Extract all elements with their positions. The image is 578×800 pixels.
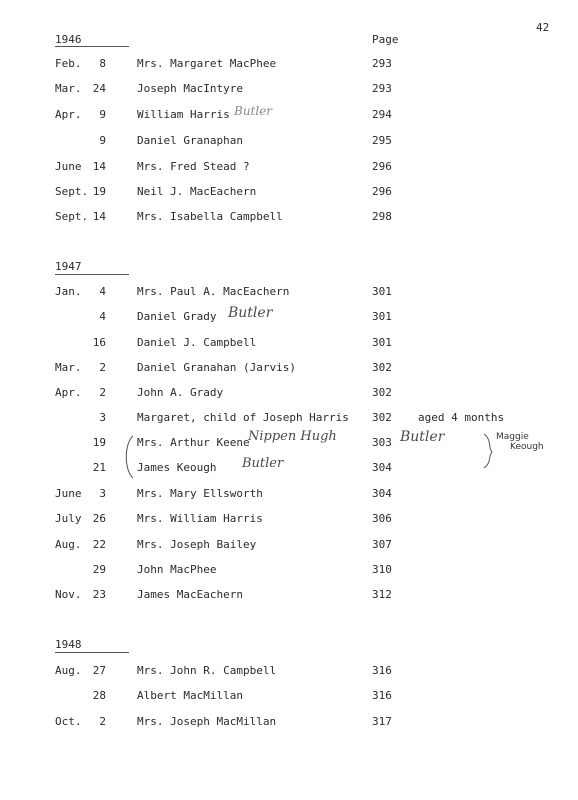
entry-name: Mrs. Paul A. MacEachern	[137, 285, 290, 298]
entry-name: Mrs. Isabella Campbell	[137, 210, 283, 223]
handwritten-maggie-line1: Maggie	[496, 432, 529, 442]
entry-day: 2	[99, 386, 106, 399]
entry-day: 24	[92, 82, 106, 95]
entry-day: 3	[99, 411, 106, 424]
entry-name: Daniel Granahan (Jarvis)	[137, 361, 296, 374]
entry-page: 295	[372, 134, 392, 147]
page-column-header: Page	[372, 33, 399, 46]
entry-month: Mar.	[55, 361, 82, 374]
entry-note: aged 4 months	[418, 411, 505, 424]
entry-page: 293	[372, 82, 392, 95]
entry-page: 296	[372, 185, 392, 198]
entry-page: 294	[372, 108, 392, 121]
entry-page: 316	[372, 664, 392, 677]
entry-day: 4	[99, 310, 106, 323]
entry-name: Mrs. John R. Campbell	[137, 664, 277, 677]
entry-day: 22	[92, 538, 106, 551]
entry-month: Apr.	[55, 108, 82, 121]
entry-day: 14	[92, 210, 106, 223]
entry-month: Aug.	[55, 538, 82, 551]
entry-month: June	[55, 487, 82, 500]
handwritten-note-keene: Nippen Hugh	[248, 429, 337, 444]
entry-name: John MacPhee	[137, 563, 217, 576]
entry-page: 301	[372, 285, 392, 298]
handwritten-note-keough: Butler	[242, 456, 284, 471]
year-heading-1947: 1947	[55, 260, 82, 273]
entry-name: Daniel J. Campbell	[137, 336, 257, 349]
entry-name: Mrs. William Harris	[137, 512, 263, 525]
entry-month: Apr.	[55, 386, 82, 399]
handwritten-brace	[484, 434, 492, 468]
entry-name: James MacEachern	[137, 588, 243, 601]
entry-day: 3	[99, 487, 106, 500]
entry-month: June	[55, 160, 82, 173]
entry-name: Daniel Grady	[137, 310, 217, 323]
entry-page: 316	[372, 689, 392, 702]
entry-page: 301	[372, 310, 392, 323]
entry-page: 306	[372, 512, 392, 525]
entry-name: Neil J. MacEachern	[137, 185, 257, 198]
entry-day: 19	[92, 436, 106, 449]
entry-page: 304	[372, 461, 392, 474]
entry-month: Aug.	[55, 664, 82, 677]
entry-month: Sept.	[55, 210, 89, 223]
entry-page: 303	[372, 436, 392, 449]
entry-name: Mrs. Joseph Bailey	[137, 538, 257, 551]
entry-name: John A. Grady	[137, 386, 224, 399]
entry-name: Mrs. Joseph MacMillan	[137, 715, 277, 728]
entry-page: 296	[372, 160, 392, 173]
entry-month: Jan.	[55, 285, 82, 298]
entry-day: 27	[92, 664, 106, 677]
entry-day: 8	[99, 57, 106, 70]
entry-name: Mrs. Margaret MacPhee	[137, 57, 277, 70]
entry-month: Nov.	[55, 588, 82, 601]
entry-day: 9	[99, 134, 106, 147]
handwritten-note-butler: Butler	[400, 429, 445, 445]
year-heading-1948: 1948	[55, 638, 82, 651]
entry-day: 19	[92, 185, 106, 198]
entry-day: 2	[99, 361, 106, 374]
entry-day: 4	[99, 285, 106, 298]
entry-name: Mrs. Arthur Keene	[137, 436, 250, 449]
entry-name: Daniel Granaphan	[137, 134, 243, 147]
entry-name: Albert MacMillan	[137, 689, 243, 702]
entry-month: Feb.	[55, 57, 82, 70]
entry-name: William Harris	[137, 108, 230, 121]
entry-name: Mrs. Mary Ellsworth	[137, 487, 263, 500]
entry-page: 307	[372, 538, 392, 551]
entry-day: 23	[92, 588, 106, 601]
entry-month: July	[55, 512, 82, 525]
entry-page: 310	[372, 563, 392, 576]
entry-page: 293	[372, 57, 392, 70]
entry-page: 302	[372, 411, 392, 424]
entry-day: 16	[92, 336, 106, 349]
entry-page: 304	[372, 487, 392, 500]
entry-page: 302	[372, 361, 392, 374]
entry-day: 21	[92, 461, 106, 474]
entry-page: 298	[372, 210, 392, 223]
entry-name: Joseph MacIntyre	[137, 82, 243, 95]
entry-page: 312	[372, 588, 392, 601]
handwritten-note-harris: Butler	[234, 104, 273, 118]
entry-day: 29	[92, 563, 106, 576]
page-number: 42	[536, 21, 550, 34]
entry-day: 26	[92, 512, 106, 525]
entry-page: 302	[372, 386, 392, 399]
entry-day: 2	[99, 715, 106, 728]
entry-month: Sept.	[55, 185, 89, 198]
entry-month: Mar.	[55, 82, 82, 95]
entry-day: 9	[99, 108, 106, 121]
handwritten-note-grady: Butler	[228, 305, 273, 321]
entry-page: 301	[372, 336, 392, 349]
entry-name: James Keough	[137, 461, 217, 474]
year-heading-1946: 1946	[55, 33, 82, 46]
entry-page: 317	[372, 715, 392, 728]
handwritten-bracket	[126, 436, 133, 478]
entry-name: Margaret, child of Joseph Harris	[137, 411, 349, 424]
entry-name: Mrs. Fred Stead ?	[137, 160, 250, 173]
entry-month: Oct.	[55, 715, 82, 728]
entry-day: 14	[92, 160, 106, 173]
handwritten-maggie-line2: Keough	[510, 442, 544, 452]
entry-day: 28	[92, 689, 106, 702]
